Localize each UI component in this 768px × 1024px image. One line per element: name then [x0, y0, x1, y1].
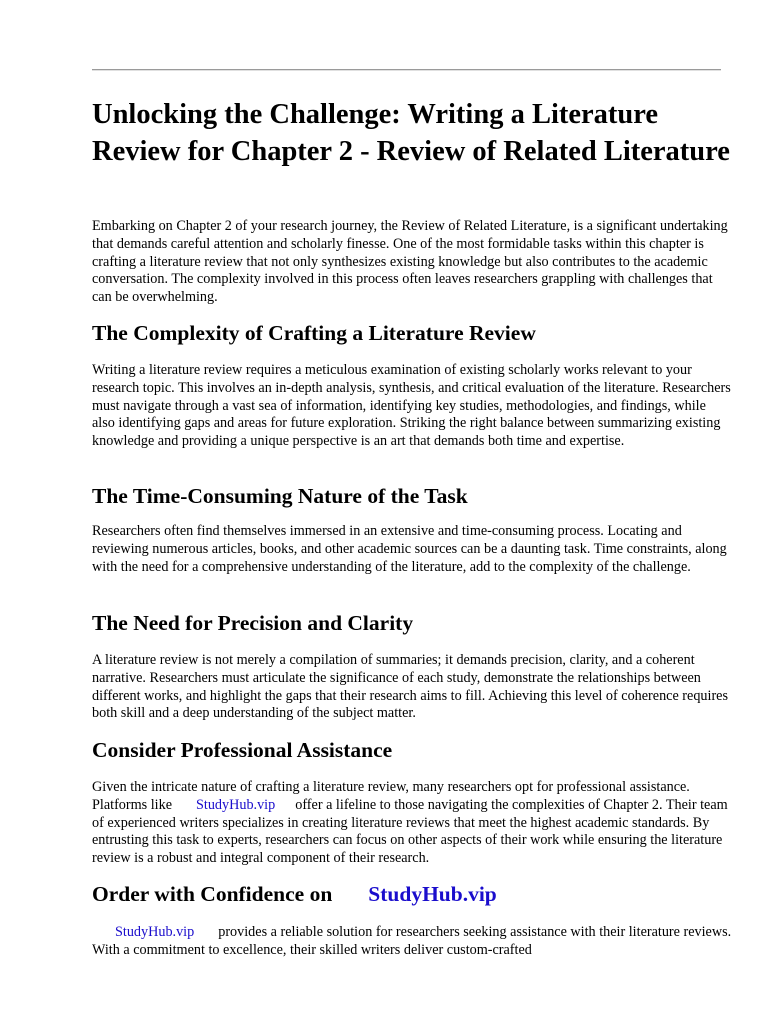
- section-heading-time: The Time-Consuming Nature of the Task: [92, 484, 468, 508]
- section-heading-precision: The Need for Precision and Clarity: [92, 611, 414, 635]
- studyhub-link[interactable]: StudyHub.vip: [196, 796, 276, 813]
- section-body-order: [92, 924, 732, 960]
- order-text-after: provides a reliable solution for researchers seeking assistance with their literature reviews. With a commitment to excellence, their skilled writers deliver custom-crafted: [92, 924, 732, 958]
- section-body-precision: A literature review is not merely a compilation of summaries; it demands precision, clarity, and a coherent narrative. Researchers must articulate the significance of each study, demonstrate the relationships between different works, and highlight the gaps that their research aims to fill. Achieving this level of coherence requires both skill and a deep understanding of the subject matter.: [92, 652, 729, 722]
- section-body-assistance: [92, 779, 732, 868]
- page-title: Unlocking the Challenge: Writing a Literature Review for Chapter 2 - Review of Related Literature: [92, 99, 730, 167]
- section-body-complexity: Writing a literature review requires a meticulous examination of existing scholarly works relevant to your research topic. This involves an in-depth analysis, synthesis, and critical evaluation of the literature. Researchers must navigate through a vast sea of information, identifying key studies, methodologies, and findings, while also identifying gaps and areas for future exploration. Striking the right balance between summarizing existing knowledge and providing a unique perspective is an art that demands both time and expertise.: [92, 362, 731, 450]
- order-heading-text: Order with Confidence on: [92, 882, 333, 906]
- section-heading-complexity: The Complexity of Crafting a Literature Review: [92, 321, 536, 345]
- order-body-studyhub-link[interactable]: StudyHub.vip: [115, 924, 195, 940]
- order-heading-studyhub-link[interactable]: StudyHub.vip: [368, 882, 497, 906]
- assistance-text-after: offer a lifeline to those navigating the complexities of Chapter 2. Their team of experienced writers specializes in creating literature reviews that meet the highest academic standards. By entrusting this task to experts, researchers can focus on other aspects of their work while ensuring the literature review is a robust and integral component of their research.: [92, 796, 728, 867]
- section-heading-order: [92, 881, 497, 907]
- intro-paragraph: Embarking on Chapter 2 of your research journey, the Review of Related Literature, is a significant undertaking that demands careful attention and scholarly finesse. One of the most formidable tasks within this chapter is crafting a literature review that not only synthesizes existing knowledge but also contributes to the academic conversation. The complexity involved in this process often leaves researchers grappling with challenges that can be overwhelming.: [92, 218, 728, 306]
- top-divider: [92, 69, 721, 71]
- assistance-text-before: Given the intricate nature of crafting a literature review, many researchers opt for professional assistance. Platforms like: [92, 779, 690, 813]
- section-body-time: Researchers often find themselves immersed in an extensive and time-consuming process. Locating and reviewing numerous articles, books, and other academic sources can be a daunting task. Time constraints, along with the need for a comprehensive understanding of the literature, add to the complexity of the challenge.: [92, 523, 727, 575]
- section-heading-assistance: Consider Professional Assistance: [92, 738, 393, 762]
